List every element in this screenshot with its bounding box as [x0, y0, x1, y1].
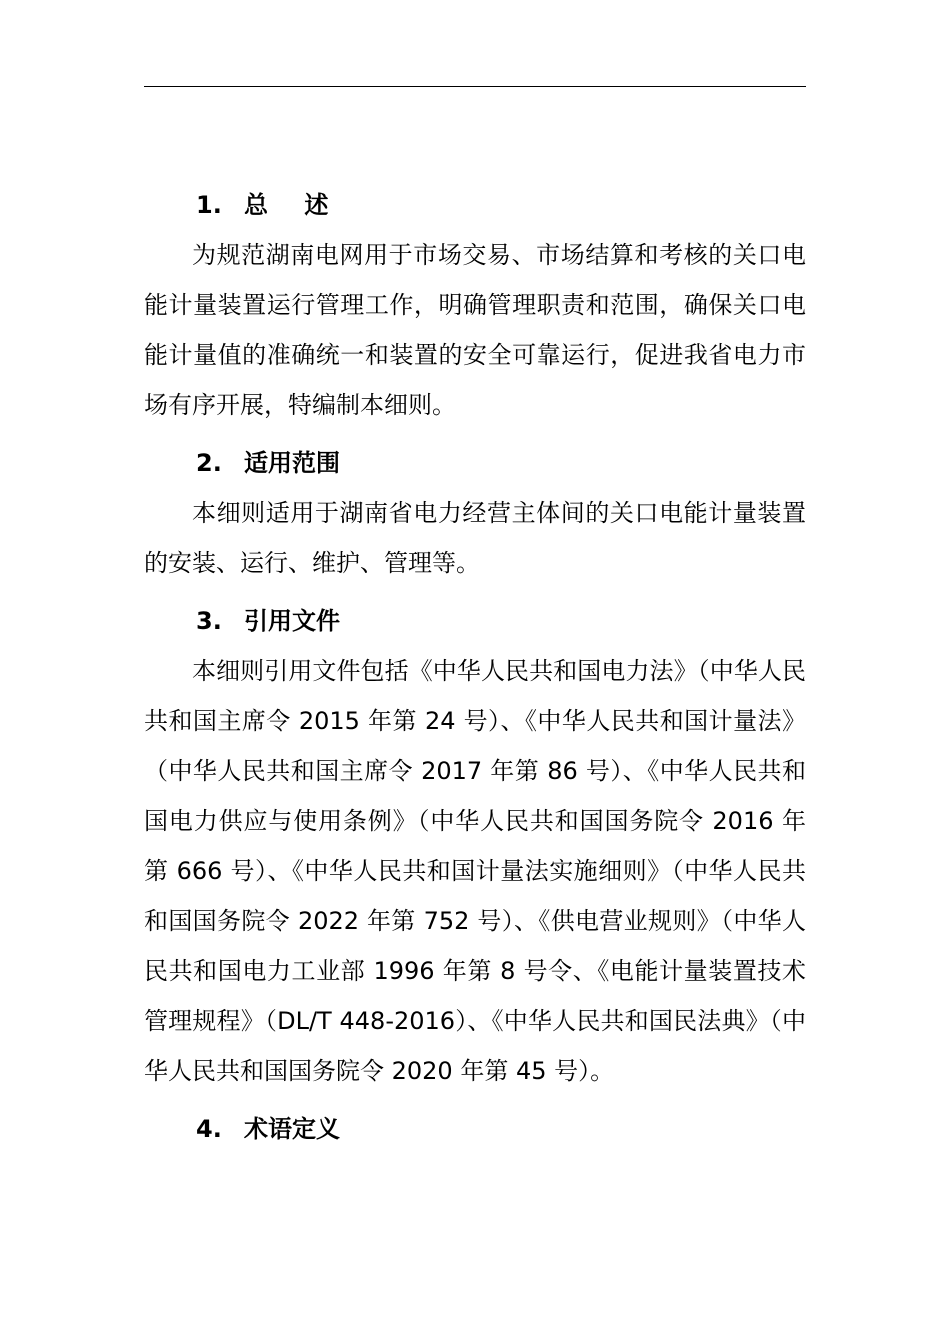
section-number: 2. — [196, 449, 222, 477]
section-heading-overview — [144, 180, 806, 230]
section-number: 1. — [196, 191, 222, 219]
section-number: 4. — [196, 1115, 222, 1143]
section-heading-scope — [144, 438, 806, 488]
section-paragraph-scope: 本细则适用于湖南省电力经营主体间的关口电能计量装置的安装、运行、维护、管理等。 — [144, 499, 806, 577]
section-heading-definitions — [144, 1104, 806, 1154]
section-title: 总 述 — [244, 191, 343, 219]
section-heading-references — [144, 596, 806, 646]
header-rule — [144, 86, 806, 87]
section-title: 适用范围 — [244, 449, 340, 477]
section-number: 3. — [196, 607, 222, 635]
section-paragraph-references: 本细则引用文件包括《中华人民共和国电力法》（中华人民共和国主席令 2015 年第 24 号）、《中华人民共和国计量法》（中华人民共和国主席令 2017 年第 86 号）、《中华人民共和国电力供应与使用条例》（中华人民共和国国务院令 2016 年第 666 号）、《中华人民共和国计量法实施细则》（中华人民共和国国务院令 2022 年第 752 号）、《供电营业规则》（中华人民共和国电力工业部 1996 年第 8 号令、《电能计量装置技术管理规程》（DL/T 448-2016）、《中华人民共和国民法典》（中华人民共和国国务院令 2020 年第 45 号）。 — [144, 657, 806, 1085]
section-paragraph-overview: 为规范湖南电网用于市场交易、市场结算和考核的关口电能计量装置运行管理工作，明确管理职责和范围，确保关口电能计量值的准确统一和装置的安全可靠运行，促进我省电力市场有序开展，特编制本细则。 — [144, 241, 806, 419]
section-title: 术语定义 — [244, 1115, 340, 1143]
document-body — [144, 180, 806, 1154]
section-title: 引用文件 — [244, 607, 340, 635]
